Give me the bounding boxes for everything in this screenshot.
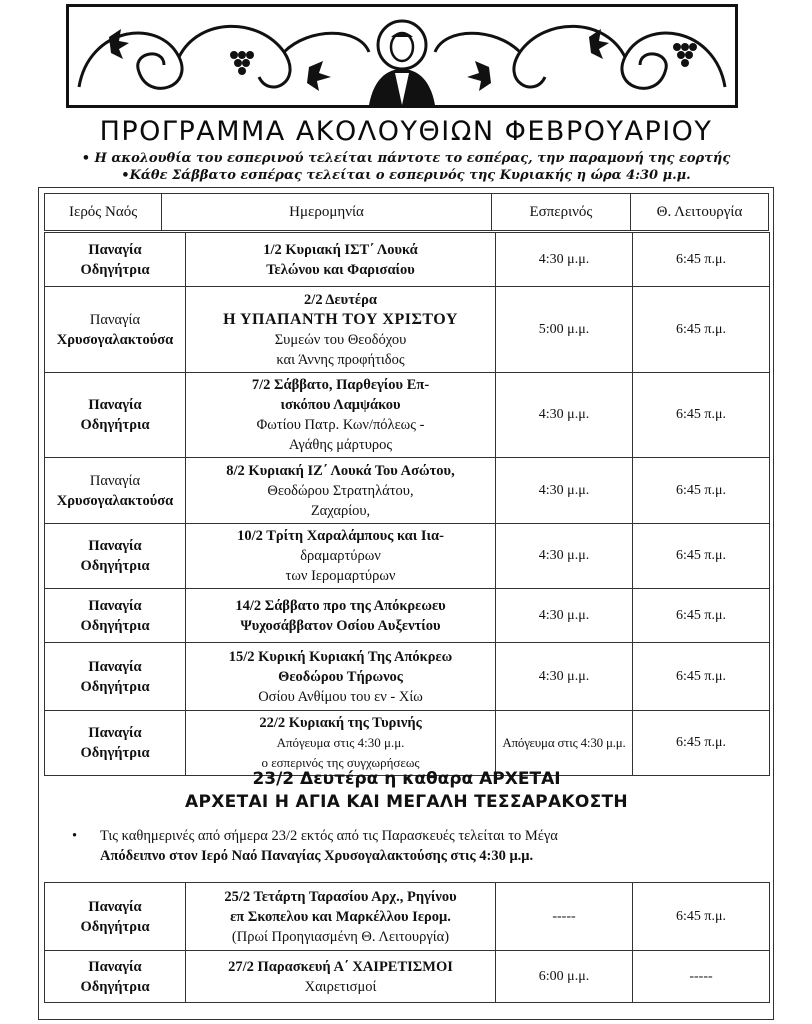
event-line: και Άννης προφήτιδος bbox=[276, 351, 405, 368]
table-row bbox=[45, 951, 770, 1003]
table-row bbox=[45, 883, 770, 951]
header-liturgy: Θ. Λειτουργία bbox=[656, 203, 743, 220]
event-line: Θεοδώρου Στρατηλάτου, bbox=[267, 482, 414, 499]
church-name-line: Οδηγήτρια bbox=[80, 417, 150, 433]
church-name-line: Παναγία bbox=[88, 397, 142, 413]
liturgy-time: 6:45 π.μ. bbox=[633, 711, 770, 776]
church-name-line: Παναγία bbox=[88, 725, 142, 741]
church-name-line: Παναγία bbox=[88, 538, 142, 554]
church-name-line: Παναγία bbox=[88, 241, 142, 258]
event-line: δραμαρτύρων bbox=[300, 548, 381, 564]
schedule-table bbox=[44, 232, 770, 776]
lent-note-line-2b: Χρυσογαλακτούσης στις 4:30 μ.μ. bbox=[324, 848, 534, 864]
church-name-line: Παναγία bbox=[88, 898, 142, 915]
event-line: Η ΥΠΑΠΑΝΤΗ ΤΟΥ ΧΡΙΣΤΟΥ bbox=[223, 310, 458, 328]
church-name-line: Οδηγήτρια bbox=[80, 617, 150, 634]
church-name-line: Οδηγήτρια bbox=[80, 558, 150, 574]
event-line: Οσίου Ανθίμου του εν - Χίω bbox=[258, 688, 423, 705]
lent-announcement bbox=[44, 768, 769, 814]
event-line: 25/2 Τετάρτη Ταρασίου Αρχ., Ρηγίνου bbox=[224, 888, 457, 905]
event-cell bbox=[186, 643, 496, 711]
event-line: επ Σκοπελου και Μαρκέλλου Ιερομ. bbox=[230, 908, 451, 925]
vespers-time: 5:00 μ.μ. bbox=[496, 287, 633, 373]
church-name-line: Οδηγήτρια bbox=[80, 678, 150, 695]
event-line: Θεοδώρου Τήρωνος bbox=[278, 668, 403, 685]
event-cell bbox=[186, 458, 496, 524]
table-row bbox=[45, 589, 770, 643]
church-cell bbox=[45, 524, 186, 589]
church-cell bbox=[45, 287, 186, 373]
event-line: ισκόπου Λαμψάκου bbox=[280, 397, 401, 413]
lent-line-2: ΑΡΧΕΤΑΙ Η ΑΓΙΑ ΚΑΙ ΜΕΓΑΛΗ ΤΕΣΣΑΡΑΚΟΣΤΗ bbox=[185, 792, 628, 812]
event-cell bbox=[186, 589, 496, 643]
decorative-banner bbox=[66, 4, 738, 108]
church-name-line: Παναγία bbox=[88, 597, 142, 614]
bullet-icon: • bbox=[72, 828, 78, 844]
event-cell bbox=[186, 287, 496, 373]
table-row bbox=[45, 643, 770, 711]
liturgy-time: ----- bbox=[633, 951, 770, 1003]
vespers-time: 4:30 μ.μ. bbox=[496, 458, 633, 524]
event-line: Χαιρετισμοί bbox=[304, 978, 377, 995]
event-cell bbox=[186, 951, 496, 1003]
church-name-line: Χρυσογαλακτούσα bbox=[56, 492, 174, 509]
church-cell bbox=[45, 589, 186, 643]
header-date: Ημερομηνία bbox=[162, 194, 492, 230]
event-line: 2/2 Δευτέρα bbox=[304, 291, 377, 308]
event-line: Απόγευμα στις 4:30 μ.μ. bbox=[276, 735, 405, 750]
liturgy-time: 6:45 π.μ. bbox=[633, 643, 770, 711]
vespers-time: 4:30 μ.μ. bbox=[496, 643, 633, 711]
lent-note bbox=[72, 826, 762, 866]
church-name-line: Χρυσογαλακτούσα bbox=[56, 331, 174, 348]
church-cell bbox=[45, 458, 186, 524]
event-line: Συμεών του Θεοδόχου bbox=[274, 331, 407, 348]
church-name-line: Οδηγήτρια bbox=[80, 918, 150, 935]
event-line: 14/2 Σάββατο προ της Απόκρεωευ bbox=[235, 597, 446, 614]
event-line: 22/2 Κυριακή της Τυρινής bbox=[259, 715, 422, 731]
vespers-time: 4:30 μ.μ. bbox=[496, 589, 633, 643]
table-row bbox=[45, 373, 770, 458]
church-name-line: Παναγία bbox=[88, 958, 142, 975]
church-name-line: Οδηγήτρια bbox=[80, 261, 150, 278]
header-church: Ιερός Ναός bbox=[45, 194, 162, 230]
church-name-line: Οδηγήτρια bbox=[80, 745, 150, 761]
event-cell bbox=[186, 233, 496, 287]
table-header-row bbox=[44, 193, 769, 231]
page-title: ΠΡΟΓΡΑΜΜΑ ΑΚΟΛΟΥΘΙΩΝ ΦΕΒΡΟΥΑΡΙΟΥ bbox=[99, 116, 713, 147]
event-line: Ψυχοσάββατον Οσίου Αυξεντίου bbox=[240, 617, 441, 634]
table-row bbox=[45, 711, 770, 776]
church-cell bbox=[45, 373, 186, 458]
event-line: 10/2 Τρίτη Χαραλάμπους και Ιια- bbox=[237, 528, 444, 544]
note-saturday-vespers: •Κάθε Σάββατο εσπέρας τελείται ο εσπερινός της Κυριακής η ώρα 4:30 μ.μ. bbox=[121, 168, 691, 183]
church-cell bbox=[45, 643, 186, 711]
table-row bbox=[45, 458, 770, 524]
vespers-time: 6:00 μ.μ. bbox=[496, 951, 633, 1003]
table-row bbox=[45, 287, 770, 373]
event-line: Αγάθης μάρτυρος bbox=[288, 437, 393, 453]
liturgy-time: 6:45 π.μ. bbox=[633, 373, 770, 458]
church-name-line: Παναγία bbox=[89, 472, 141, 489]
event-line: 7/2 Σάββατο, Παρθεγίου Επ- bbox=[251, 377, 430, 393]
vespers-time: 4:30 μ.μ. bbox=[496, 373, 633, 458]
schedule-table-2 bbox=[44, 882, 770, 1003]
vespers-time: Απόγευμα στις 4:30 μ.μ. bbox=[496, 711, 633, 776]
church-cell bbox=[45, 951, 186, 1003]
event-line: 8/2 Κυριακή ΙΖ΄ Λουκά Του Ασώτου, bbox=[226, 462, 455, 479]
liturgy-time: 6:45 π.μ. bbox=[633, 287, 770, 373]
event-line: ο εσπερινός της συγχωρήσεως bbox=[261, 755, 420, 770]
liturgy-time: 6:45 π.μ. bbox=[633, 524, 770, 589]
vine-ornament-image bbox=[69, 7, 735, 105]
liturgy-time: 6:45 π.μ. bbox=[633, 233, 770, 287]
church-cell bbox=[45, 233, 186, 287]
notes bbox=[40, 150, 772, 184]
liturgy-time: 6:45 π.μ. bbox=[633, 589, 770, 643]
event-line: Φωτίου Πατρ. Κων/πόλεως - bbox=[256, 417, 425, 433]
event-line: Τελώνου και Φαρισαίου bbox=[266, 261, 415, 278]
church-cell bbox=[45, 883, 186, 951]
table-row bbox=[45, 233, 770, 287]
vespers-time: 4:30 μ.μ. bbox=[496, 233, 633, 287]
lent-line-1: 23/2 Δευτέρα η καθαρα ΑΡΧΕΤΑΙ bbox=[252, 769, 561, 789]
church-name-line: Παναγία bbox=[89, 311, 141, 328]
vespers-time: ----- bbox=[496, 883, 633, 951]
table-row bbox=[45, 524, 770, 589]
header-vespers: Εσπερινός bbox=[492, 194, 631, 230]
event-line: Ζαχαρίου, bbox=[310, 502, 371, 519]
event-line: 15/2 Κυρική Κυριακή Της Απόκρεω bbox=[228, 648, 453, 665]
church-cell bbox=[45, 711, 186, 776]
event-line: 27/2 Παρασκευή Α΄ ΧΑΙΡΕΤΙΣΜΟΙ bbox=[228, 958, 453, 975]
event-cell bbox=[186, 373, 496, 458]
note-vespers-eve: • Η ακολουθία του εσπερινού τελείται πάντοτε το εσπέρας, την παραμονή της εορτής bbox=[81, 151, 731, 166]
liturgy-time: 6:45 π.μ. bbox=[633, 883, 770, 951]
lent-note-line-2a: Απόδειπνο στον Ιερό Ναό Παναγίας bbox=[100, 848, 325, 864]
church-name-line: Οδηγήτρια bbox=[80, 978, 150, 995]
event-line: (Πρωί Προηγιασμένη Θ. Λειτουργία) bbox=[231, 928, 450, 945]
event-cell bbox=[186, 711, 496, 776]
church-name-line: Παναγία bbox=[88, 658, 142, 675]
vespers-time: 4:30 μ.μ. bbox=[496, 524, 633, 589]
event-cell bbox=[186, 883, 496, 951]
event-line: των Ιερομαρτύρων bbox=[285, 568, 396, 584]
event-cell bbox=[186, 524, 496, 589]
lent-note-line-1: Τις καθημερινές από σήμερα 23/2 εκτός από τις Παρασκευές τελείται το Μέγα bbox=[100, 828, 558, 844]
liturgy-time: 6:45 π.μ. bbox=[633, 458, 770, 524]
event-line: 1/2 Κυριακή ΙΣΤ΄ Λουκά bbox=[263, 241, 418, 258]
